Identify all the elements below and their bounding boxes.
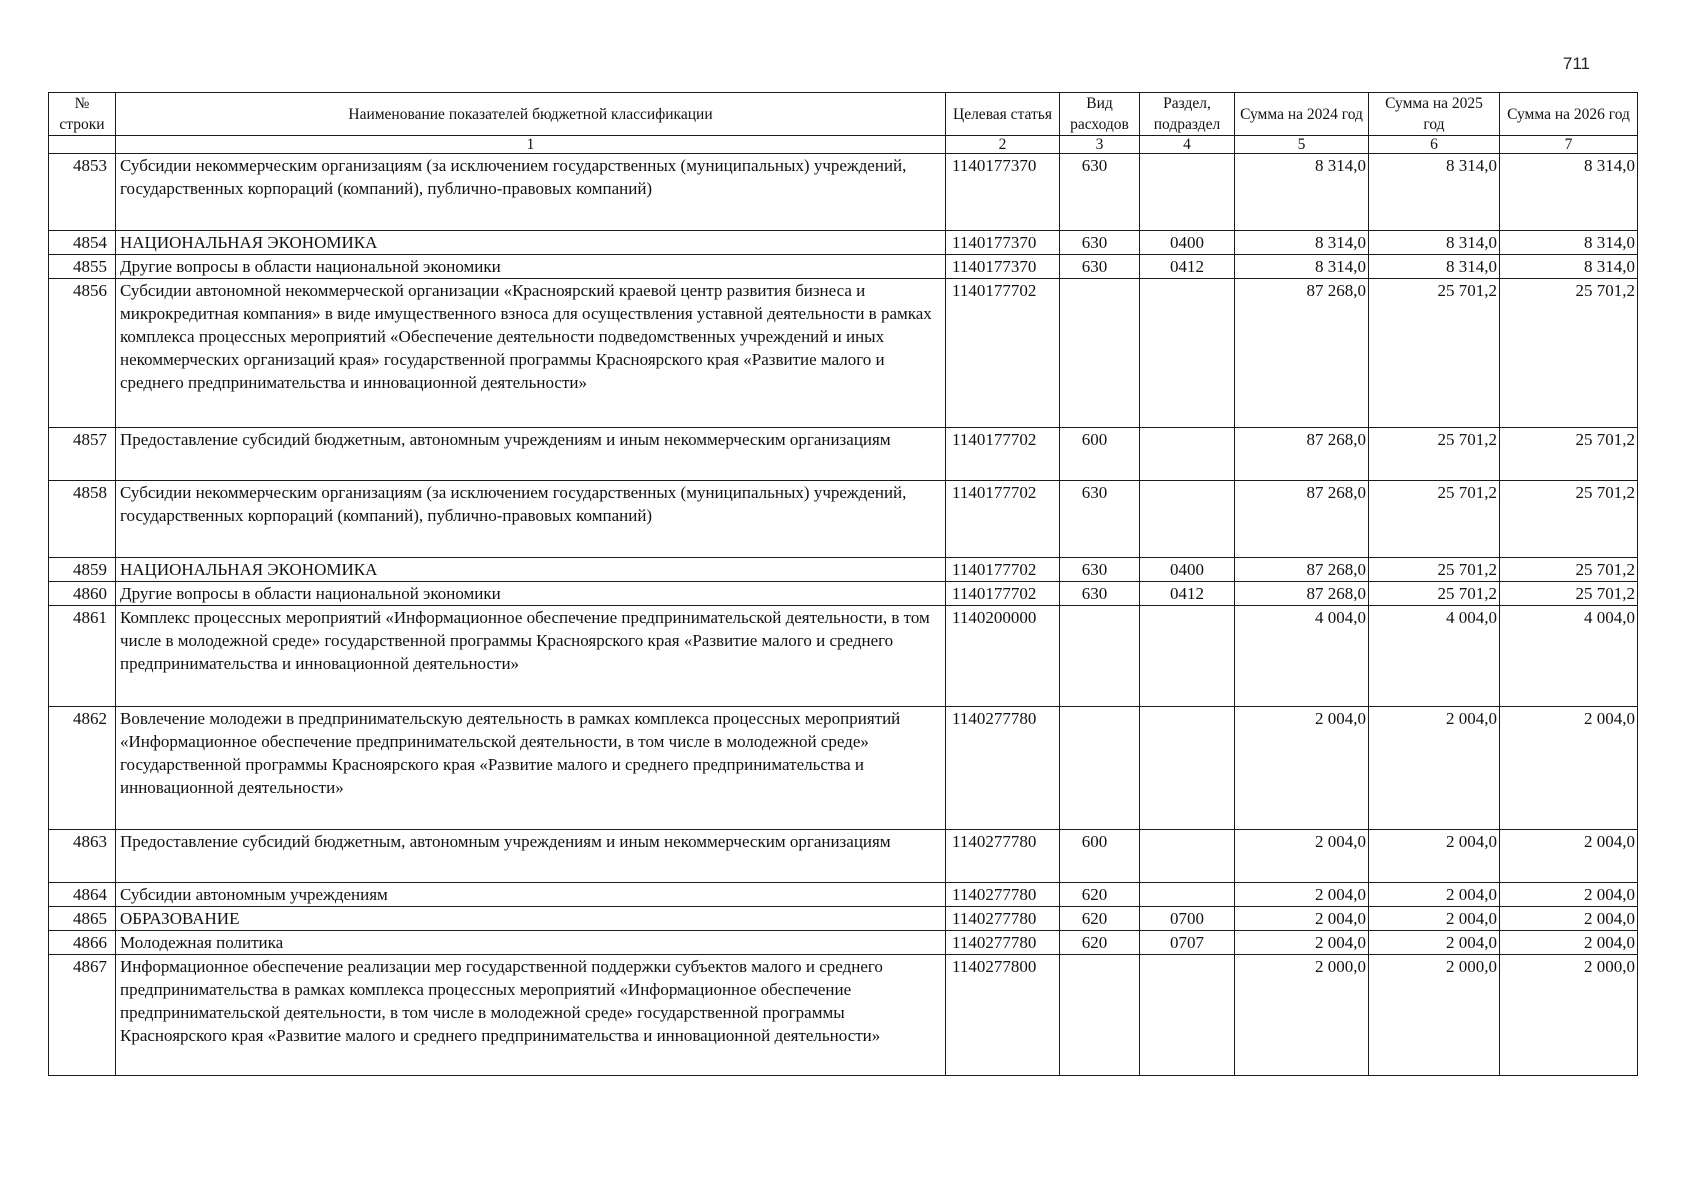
row-section — [1140, 428, 1235, 481]
row-target-article: 1140177702 — [946, 481, 1060, 558]
row-sum-2025: 8 314,0 — [1369, 154, 1500, 231]
row-sum-2024: 2 000,0 — [1235, 955, 1369, 1076]
row-sum-2025: 2 004,0 — [1369, 931, 1500, 955]
row-sum-2026: 2 000,0 — [1500, 955, 1638, 1076]
row-sum-2025: 2 000,0 — [1369, 955, 1500, 1076]
row-target-article: 1140277780 — [946, 907, 1060, 931]
row-number: 4863 — [49, 830, 116, 883]
row-expense-type: 630 — [1060, 481, 1140, 558]
row-expense-type: 630 — [1060, 231, 1140, 255]
header-sum-2026: Сумма на 2026 год — [1500, 93, 1638, 136]
row-expense-type: 630 — [1060, 582, 1140, 606]
row-target-article: 1140277780 — [946, 707, 1060, 830]
row-expense-type: 620 — [1060, 883, 1140, 907]
header-sum-2025: Сумма на 2025 год — [1369, 93, 1500, 136]
row-expense-type: 630 — [1060, 154, 1140, 231]
budget-table — [48, 92, 1638, 1076]
row-sum-2025: 25 701,2 — [1369, 582, 1500, 606]
row-sum-2025: 2 004,0 — [1369, 883, 1500, 907]
row-expense-type: 620 — [1060, 931, 1140, 955]
row-number: 4853 — [49, 154, 116, 231]
row-sum-2026: 2 004,0 — [1500, 883, 1638, 907]
row-sum-2025: 25 701,2 — [1369, 428, 1500, 481]
row-expense-type — [1060, 606, 1140, 707]
row-target-article: 1140177702 — [946, 428, 1060, 481]
row-target-article: 1140277780 — [946, 931, 1060, 955]
row-sum-2025: 8 314,0 — [1369, 231, 1500, 255]
column-number: 5 — [1235, 136, 1369, 154]
page-number: 711 — [1562, 54, 1590, 73]
row-sum-2026: 8 314,0 — [1500, 231, 1638, 255]
row-expense-type: 600 — [1060, 428, 1140, 481]
row-sum-2024: 2 004,0 — [1235, 830, 1369, 883]
row-target-article: 1140277780 — [946, 883, 1060, 907]
row-section: 0412 — [1140, 582, 1235, 606]
header-expense-type: Вид расходов — [1060, 93, 1140, 136]
row-name: ОБРАЗОВАНИЕ — [116, 907, 946, 931]
row-target-article: 1140200000 — [946, 606, 1060, 707]
row-sum-2025: 25 701,2 — [1369, 279, 1500, 428]
row-target-article: 1140277800 — [946, 955, 1060, 1076]
table-row — [49, 428, 1638, 481]
row-number: 4860 — [49, 582, 116, 606]
table-row — [49, 558, 1638, 582]
row-expense-type: 630 — [1060, 558, 1140, 582]
row-sum-2025: 4 004,0 — [1369, 606, 1500, 707]
row-sum-2026: 4 004,0 — [1500, 606, 1638, 707]
row-sum-2026: 25 701,2 — [1500, 558, 1638, 582]
table-header-row — [49, 93, 1638, 136]
row-target-article: 1140177702 — [946, 582, 1060, 606]
row-expense-type: 600 — [1060, 830, 1140, 883]
row-expense-type: 630 — [1060, 255, 1140, 279]
row-sum-2025: 25 701,2 — [1369, 481, 1500, 558]
table-row — [49, 582, 1638, 606]
row-name: Молодежная политика — [116, 931, 946, 955]
row-sum-2025: 8 314,0 — [1369, 255, 1500, 279]
row-section — [1140, 606, 1235, 707]
table-row — [49, 883, 1638, 907]
row-sum-2025: 2 004,0 — [1369, 707, 1500, 830]
header-sum-2024: Сумма на 2024 год — [1235, 93, 1369, 136]
row-sum-2026: 2 004,0 — [1500, 707, 1638, 830]
row-section — [1140, 955, 1235, 1076]
row-number: 4859 — [49, 558, 116, 582]
row-sum-2024: 87 268,0 — [1235, 279, 1369, 428]
row-sum-2024: 8 314,0 — [1235, 154, 1369, 231]
row-name: Субсидии автономной некоммерческой организации «Красноярский краевой центр развития бизнеса и микрокредитная компания» в виде имущественного взноса для осуществления уставной деятельности в рамках комплекса процессных мероприятий «Обеспечение деятельности подведомственных учреждений и иных некоммерческих организаций края» государственной программы Красноярского края «Развитие малого и среднего предпринимательства и инновационной деятельности» — [116, 279, 946, 428]
row-name: НАЦИОНАЛЬНАЯ ЭКОНОМИКА — [116, 231, 946, 255]
column-number: 2 — [946, 136, 1060, 154]
row-name: Информационное обеспечение реализации мер государственной поддержки субъектов малого и среднего предпринимательства в рамках комплекса процессных мероприятий «Информационное обеспечение предпринимательской деятельности, в том числе в молодежной среде» государственной программы Красноярского края «Развитие малого и среднего предпринимательства и инновационной деятельности» — [116, 955, 946, 1076]
row-sum-2024: 87 268,0 — [1235, 481, 1369, 558]
row-expense-type: 620 — [1060, 907, 1140, 931]
row-target-article: 1140177370 — [946, 255, 1060, 279]
row-target-article: 1140177370 — [946, 231, 1060, 255]
row-section: 0400 — [1140, 231, 1235, 255]
row-sum-2024: 2 004,0 — [1235, 707, 1369, 830]
row-name: Предоставление субсидий бюджетным, автономным учреждениям и иным некоммерческим организациям — [116, 830, 946, 883]
row-name: Субсидии некоммерческим организациям (за исключением государственных (муниципальных) учреждений, государственных корпораций (компаний), публично-правовых компаний) — [116, 481, 946, 558]
table-row — [49, 231, 1638, 255]
table-row — [49, 907, 1638, 931]
row-section — [1140, 883, 1235, 907]
row-sum-2025: 2 004,0 — [1369, 830, 1500, 883]
row-name: Субсидии некоммерческим организациям (за исключением государственных (муниципальных) учреждений, государственных корпораций (компаний), публично-правовых компаний) — [116, 154, 946, 231]
table-row — [49, 481, 1638, 558]
column-number: 4 — [1140, 136, 1235, 154]
row-name: НАЦИОНАЛЬНАЯ ЭКОНОМИКА — [116, 558, 946, 582]
row-number: 4864 — [49, 883, 116, 907]
row-sum-2026: 25 701,2 — [1500, 582, 1638, 606]
table-row — [49, 279, 1638, 428]
table-row — [49, 255, 1638, 279]
row-target-article: 1140277780 — [946, 830, 1060, 883]
row-expense-type — [1060, 279, 1140, 428]
row-name: Другие вопросы в области национальной экономики — [116, 582, 946, 606]
row-target-article: 1140177702 — [946, 279, 1060, 428]
row-sum-2026: 25 701,2 — [1500, 428, 1638, 481]
row-number: 4854 — [49, 231, 116, 255]
row-sum-2024: 87 268,0 — [1235, 582, 1369, 606]
row-number: 4857 — [49, 428, 116, 481]
row-name: Комплекс процессных мероприятий «Информационное обеспечение предпринимательской деятельности, в том числе в молодежной среде» государственной программы Красноярского края «Развитие малого и среднего предпринимательства и инновационной деятельности» — [116, 606, 946, 707]
row-section: 0412 — [1140, 255, 1235, 279]
row-number: 4865 — [49, 907, 116, 931]
row-sum-2025: 25 701,2 — [1369, 558, 1500, 582]
row-expense-type — [1060, 955, 1140, 1076]
header-name: Наименование показателей бюджетной классификации — [116, 93, 946, 136]
row-number: 4866 — [49, 931, 116, 955]
column-number: 7 — [1500, 136, 1638, 154]
table-row — [49, 931, 1638, 955]
table-row — [49, 606, 1638, 707]
row-sum-2026: 25 701,2 — [1500, 279, 1638, 428]
row-number: 4867 — [49, 955, 116, 1076]
row-sum-2024: 2 004,0 — [1235, 883, 1369, 907]
row-section — [1140, 707, 1235, 830]
row-sum-2026: 2 004,0 — [1500, 830, 1638, 883]
header-row-number: № строки — [49, 93, 116, 136]
row-target-article: 1140177702 — [946, 558, 1060, 582]
row-name: Вовлечение молодежи в предпринимательскую деятельность в рамках комплекса процессных мероприятий «Информационное обеспечение предпринимательской деятельности, в том числе в молодежной среде» государственной программы Красноярского края «Развитие малого и среднего предпринимательства и инновационной деятельности» — [116, 707, 946, 830]
row-sum-2024: 8 314,0 — [1235, 255, 1369, 279]
row-sum-2024: 4 004,0 — [1235, 606, 1369, 707]
header-section: Раздел, подраздел — [1140, 93, 1235, 136]
header-target-article: Целевая статья — [946, 93, 1060, 136]
row-section: 0400 — [1140, 558, 1235, 582]
row-number: 4855 — [49, 255, 116, 279]
row-sum-2024: 87 268,0 — [1235, 558, 1369, 582]
row-sum-2026: 8 314,0 — [1500, 154, 1638, 231]
table-row — [49, 707, 1638, 830]
row-section: 0707 — [1140, 931, 1235, 955]
table-row — [49, 955, 1638, 1076]
column-number — [49, 136, 116, 154]
row-sum-2024: 2 004,0 — [1235, 907, 1369, 931]
row-name: Предоставление субсидий бюджетным, автономным учреждениям и иным некоммерческим организациям — [116, 428, 946, 481]
row-section: 0700 — [1140, 907, 1235, 931]
row-sum-2024: 8 314,0 — [1235, 231, 1369, 255]
row-sum-2026: 8 314,0 — [1500, 255, 1638, 279]
row-number: 4856 — [49, 279, 116, 428]
row-sum-2025: 2 004,0 — [1369, 907, 1500, 931]
row-sum-2026: 2 004,0 — [1500, 907, 1638, 931]
row-name: Другие вопросы в области национальной экономики — [116, 255, 946, 279]
column-number: 3 — [1060, 136, 1140, 154]
row-sum-2026: 25 701,2 — [1500, 481, 1638, 558]
row-sum-2024: 87 268,0 — [1235, 428, 1369, 481]
row-name: Субсидии автономным учреждениям — [116, 883, 946, 907]
table-row — [49, 154, 1638, 231]
row-section — [1140, 279, 1235, 428]
row-number: 4858 — [49, 481, 116, 558]
column-number-row — [49, 136, 1638, 154]
row-sum-2026: 2 004,0 — [1500, 931, 1638, 955]
row-section — [1140, 830, 1235, 883]
row-expense-type — [1060, 707, 1140, 830]
row-section — [1140, 154, 1235, 231]
row-sum-2024: 2 004,0 — [1235, 931, 1369, 955]
table-row — [49, 830, 1638, 883]
row-target-article: 1140177370 — [946, 154, 1060, 231]
column-number: 6 — [1369, 136, 1500, 154]
row-number: 4861 — [49, 606, 116, 707]
row-section — [1140, 481, 1235, 558]
column-number: 1 — [116, 136, 946, 154]
row-number: 4862 — [49, 707, 116, 830]
